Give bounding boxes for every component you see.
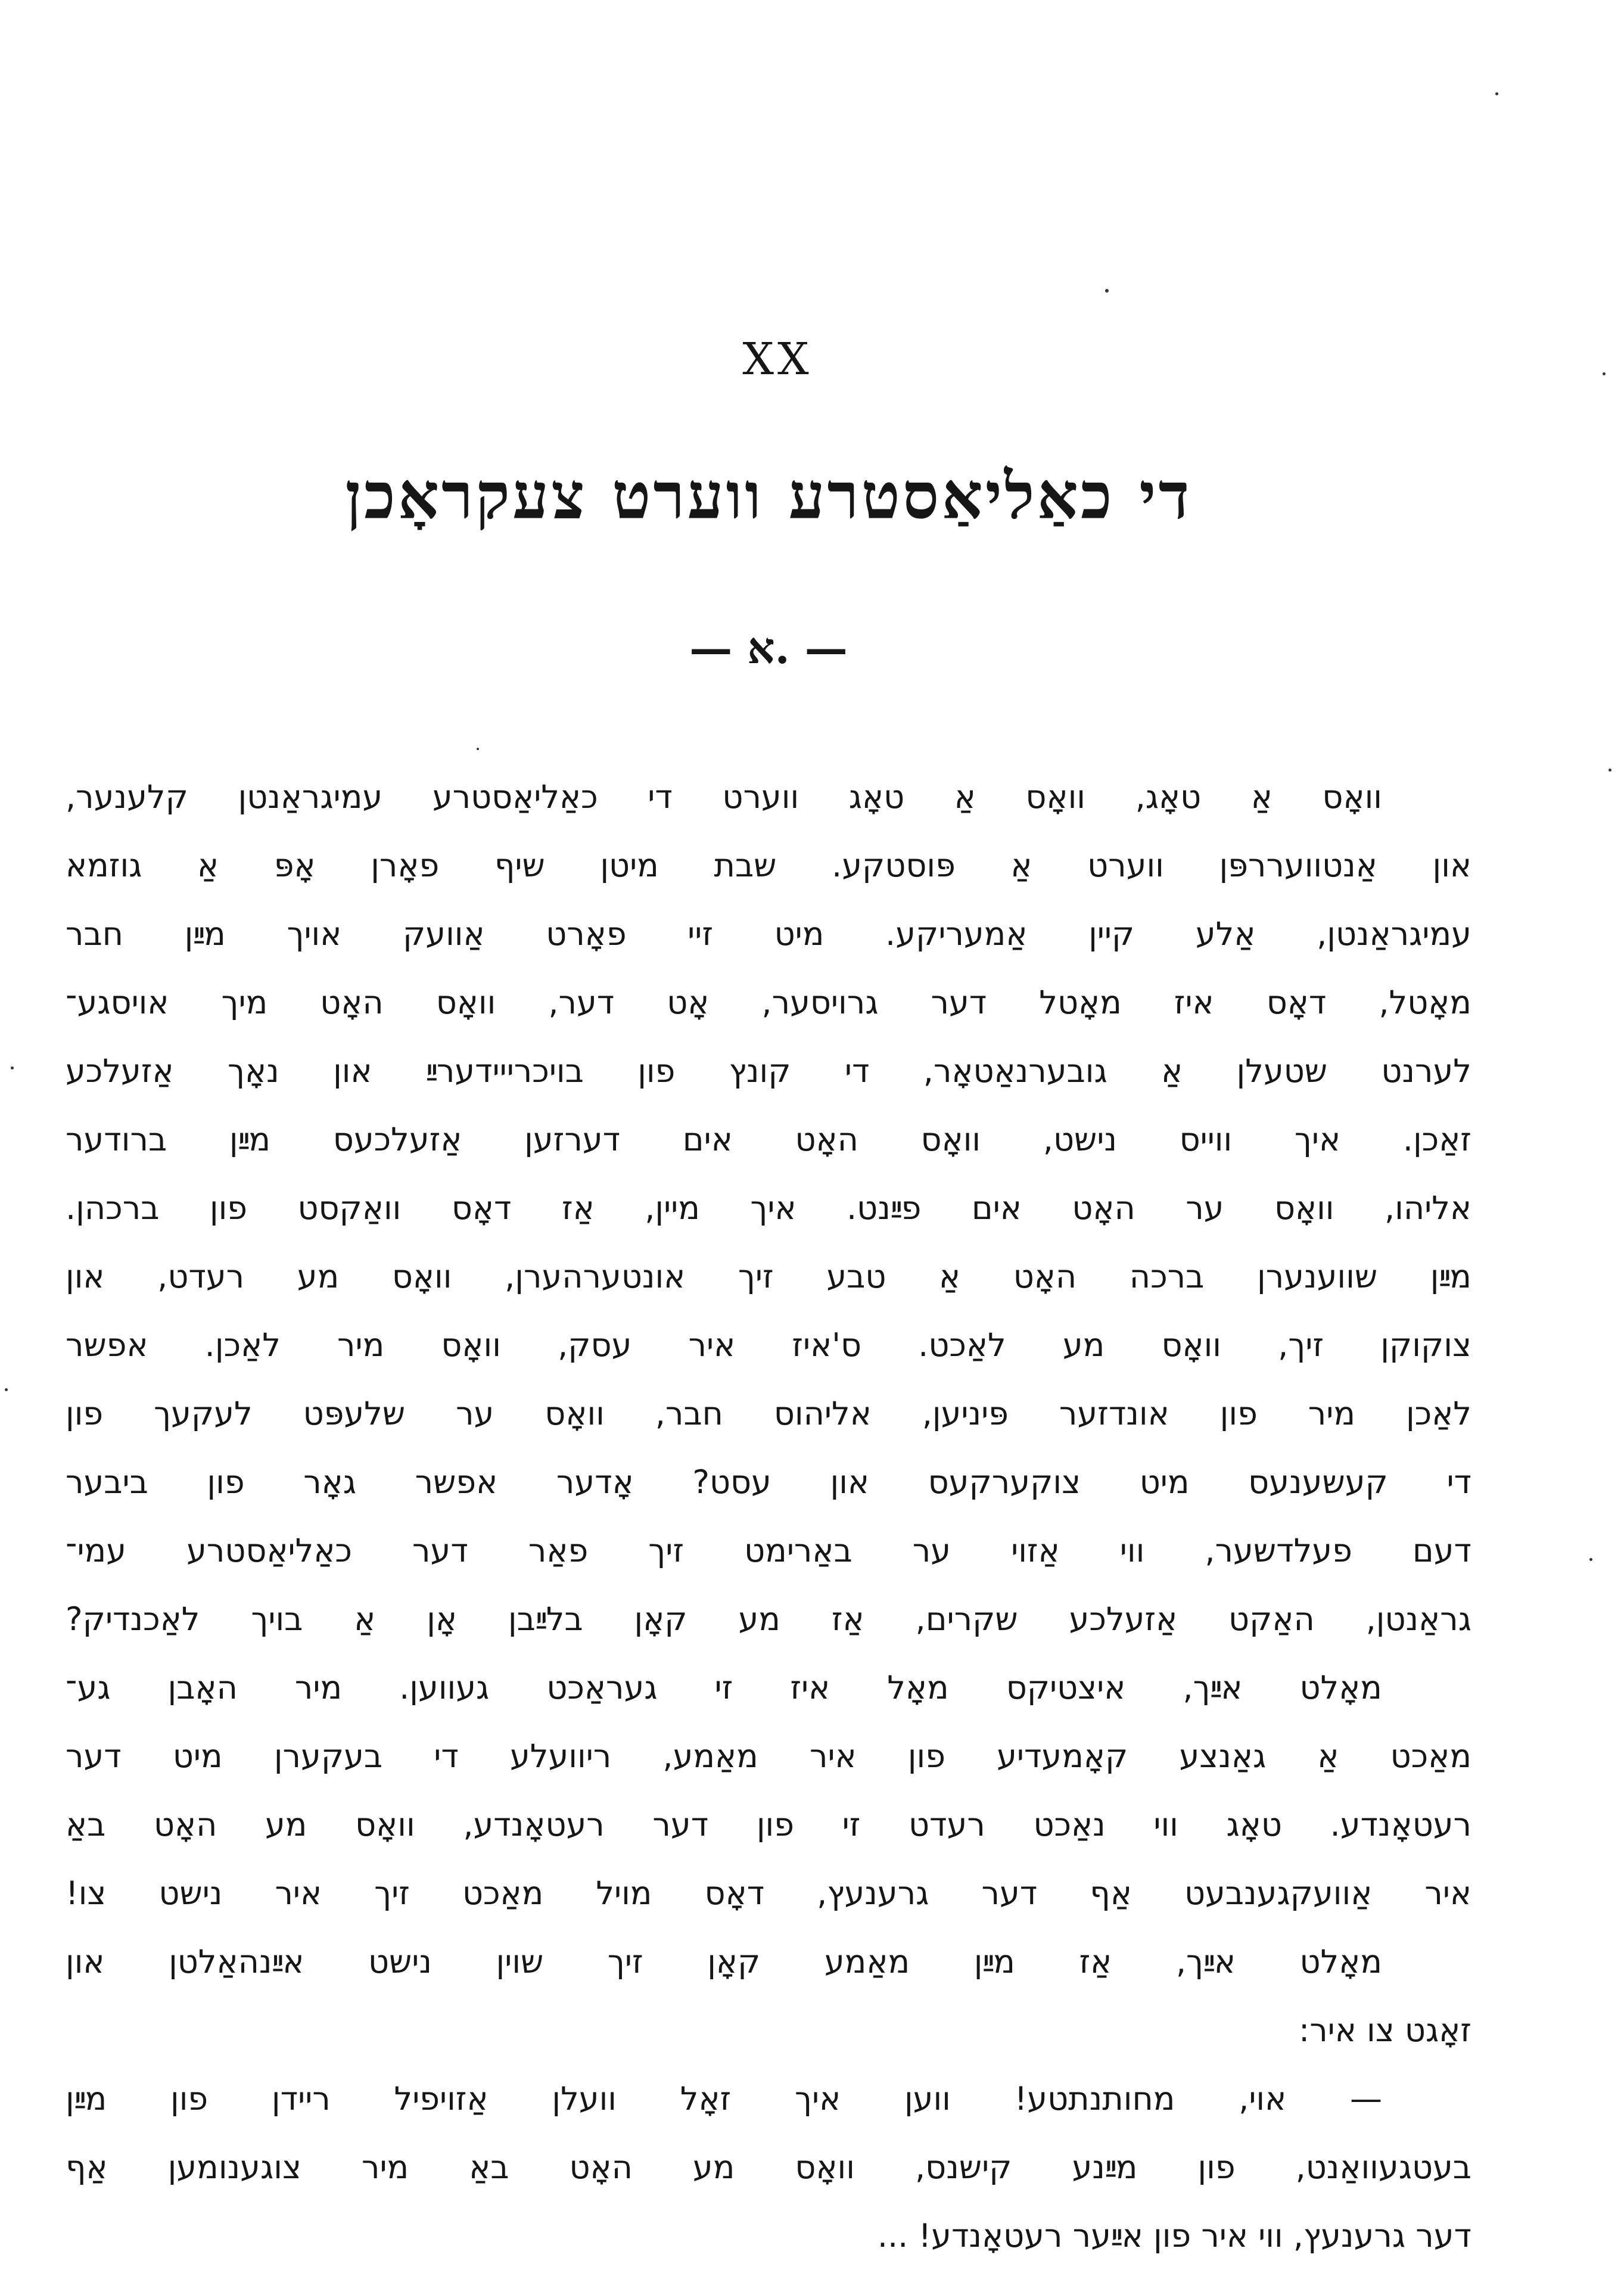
scan-speck <box>1495 92 1498 95</box>
text-line: — אוי, מחותנתטע! ווען איך זאָל וועלן אַזויפיל ריידן פון מײַן <box>66 2080 1382 2117</box>
scan-speck <box>477 748 479 750</box>
scan-speck <box>5 1388 8 1391</box>
text-line: מאַכט אַ גאַנצע קאָמעדיע פון איר מאַמע, ריוועלע די בעקערן מיט דער <box>66 1737 1471 1775</box>
text-line: עמיגראַנטן, אַלע קיין אַמעריקע. מיט זיי פאָרט אַוועק אויך מײַן חבר <box>66 915 1471 953</box>
text-line: און אַנטוועררפּן ווערט אַ פּוסטקע. שבת מיטן שיף פאָרן אָפּ אַ גוזמא <box>66 847 1471 884</box>
text-line: די קעשענעס מיט צוקערקעס און עסט? אָדער אפשר גאָר פון ביבער <box>66 1463 1471 1501</box>
text-line: לאַכן מיר פון אונדזער פּיניען, אליהוס חבר, וואָס ער שלעפּט לעקעך פון <box>66 1395 1471 1432</box>
text-line: רעטאָנדע. טאָג ווי נאַכט רעדט זי פון דער רעטאָנדע, וואָס מע האָט באַ <box>66 1806 1471 1843</box>
text-line: וואָס אַ טאָג, וואָס אַ טאָג ווערט די כאַליאַסטרע עמיגראַנטן קלענער, <box>66 778 1382 816</box>
text-line: דעם פעלדשער, ווי אַזוי ער באַרימט זיך פאַר דער כאַליאַסטרע עמי־ <box>66 1532 1471 1569</box>
body-text <box>66 763 1471 2270</box>
text-line: אליהו, וואָס ער האָט אים פײַנט. איך מיין, אַז דאָס וואַקסט פון ברכהן. <box>66 1189 1471 1227</box>
scan-speck <box>1603 372 1606 375</box>
text-line: זאַכן. איך ווייס נישט, וואָס האָט אים דערזען אַזעלכעס מײַן ברודער <box>66 1121 1471 1158</box>
text-line: מײַן שווענערן ברכה האָט אַ טבע זיך אונטערהערן, וואָס מע רעדט, און <box>66 1258 1471 1295</box>
section-marker: — א. — <box>689 623 848 673</box>
text-line: גראַנטן, האַקט אַזעלכע שקרים, אַז מע קאָן בלײַבן אָן אַ בויך לאַכנדיק? <box>66 1600 1471 1638</box>
text-line: בעטגעוואַנט, פון מײַנע קישנס, וואָס מע האָט באַ מיר צוגענומען אַף <box>66 2148 1471 2186</box>
chapter-title: די כאַליאַסטרע ווערט צעקראָכן <box>345 459 1192 534</box>
text-line: זאָגט צו איר: <box>1299 2011 1471 2049</box>
text-line: מאָלט אײַך, איצטיקס מאָל איז זי געראַכט געווען. מיר האָבן גע־ <box>66 1669 1382 1706</box>
text-line: דער גרענעץ, ווי איר פון אײַער רעטאָנדע! ... <box>877 2217 1471 2255</box>
scan-speck <box>1609 769 1611 772</box>
text-line: איר אַוועקגענבעט אַף דער גרענעץ, דאָס מויל מאַכט זיך איר נישט צו! <box>66 1874 1471 1912</box>
scan-speck <box>1105 289 1109 293</box>
text-line: צוקוקן זיך, וואָס מע לאַכט. ס'איז איר עסק, וואָס מיר לאַכן. אפשר <box>66 1326 1471 1364</box>
scan-speck <box>1589 1558 1592 1561</box>
text-line: מאָלט אײַך, אַז מײַן מאַמע קאָן זיך שוין נישט אײַנהאַלטן און <box>66 1943 1382 1980</box>
text-line: לערנט שטעלן אַ גובערנאַטאָר, די קונץ פון בויכרייידערײַ און נאָך אַזעלכע <box>66 1052 1471 1090</box>
text-line: מאָטל, דאָס איז מאָטל דער גרויסער, אָט דער, וואָס האָט מיך אויסגע־ <box>66 984 1471 1021</box>
scan-speck <box>11 1066 14 1069</box>
chapter-number: XX <box>742 334 813 385</box>
